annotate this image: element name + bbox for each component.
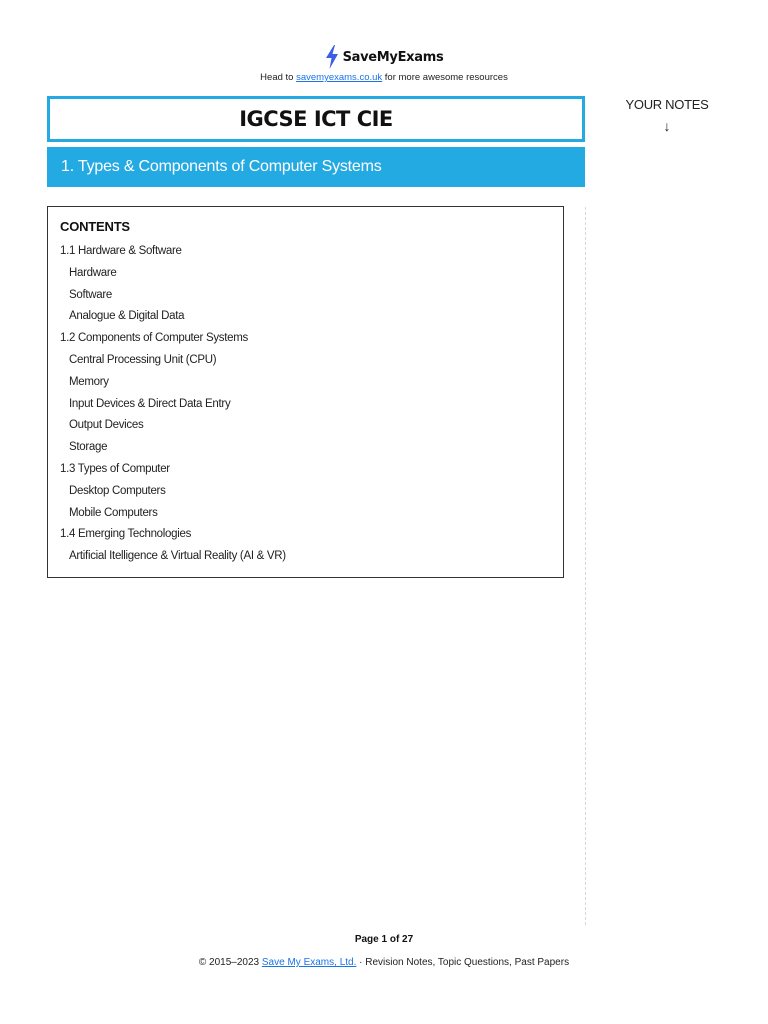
toc-subitem[interactable]: Analogue & Digital Data <box>69 310 185 323</box>
toc-subitem[interactable]: Desktop Computers <box>69 484 166 497</box>
contents-list <box>60 243 286 570</box>
toc-chapter[interactable]: 1.1 Hardware & Software <box>60 245 182 257</box>
tagline <box>0 72 768 83</box>
footer-copyright: © 2015–2023 <box>198 957 262 968</box>
toc-chapter[interactable]: 1.2 Components of Computer Systems <box>60 332 248 345</box>
toc-subitem[interactable]: Mobile Computers <box>69 506 158 519</box>
toc-chapter[interactable]: 1.3 Types of Computer <box>60 462 170 475</box>
brand-name: SaveMyExams <box>342 49 444 65</box>
toc-subitem[interactable]: Central Processing Unit (CPU) <box>69 353 217 366</box>
toc-subitem[interactable]: Output Devices <box>69 419 144 432</box>
tagline-suffix: for more awesome resources <box>382 72 508 83</box>
brand-logo[interactable] <box>0 45 768 69</box>
contents-box <box>47 206 564 578</box>
footer-tagline: · Revision Notes, Topic Questions, Past Papers <box>356 957 570 968</box>
footer <box>0 957 768 968</box>
notes-divider <box>585 207 586 925</box>
savemyexams-link[interactable]: savemyexams.co.uk <box>296 72 383 83</box>
toc-subitem[interactable]: Artificial Itelligence & Virtual Reality (AI & VR) <box>69 550 286 563</box>
section-title: 1. Types & Components of Computer Systems <box>61 158 382 175</box>
footer-company-link[interactable]: Save My Exams, Ltd. <box>261 957 357 968</box>
toc-subitem[interactable]: Memory <box>69 375 109 388</box>
document-title: IGCSE ICT CIE <box>239 107 393 131</box>
contents-heading: CONTENTS <box>60 219 130 234</box>
lightning-bolt-icon <box>325 45 339 69</box>
your-notes-label: YOUR NOTES <box>625 97 709 112</box>
page-number: Page 1 of 27 <box>354 934 414 945</box>
section-bar <box>47 147 585 187</box>
arrow-down-icon: ↓ <box>663 118 671 134</box>
toc-subitem[interactable]: Storage <box>69 441 108 454</box>
toc-subitem[interactable]: Input Devices & Direct Data Entry <box>69 397 231 410</box>
toc-subitem[interactable]: Hardware <box>69 266 117 279</box>
tagline-prefix: Head to <box>260 72 297 83</box>
toc-subitem[interactable]: Software <box>69 288 112 301</box>
toc-chapter[interactable]: 1.4 Emerging Technologies <box>60 528 192 541</box>
document-title-box <box>47 96 585 142</box>
